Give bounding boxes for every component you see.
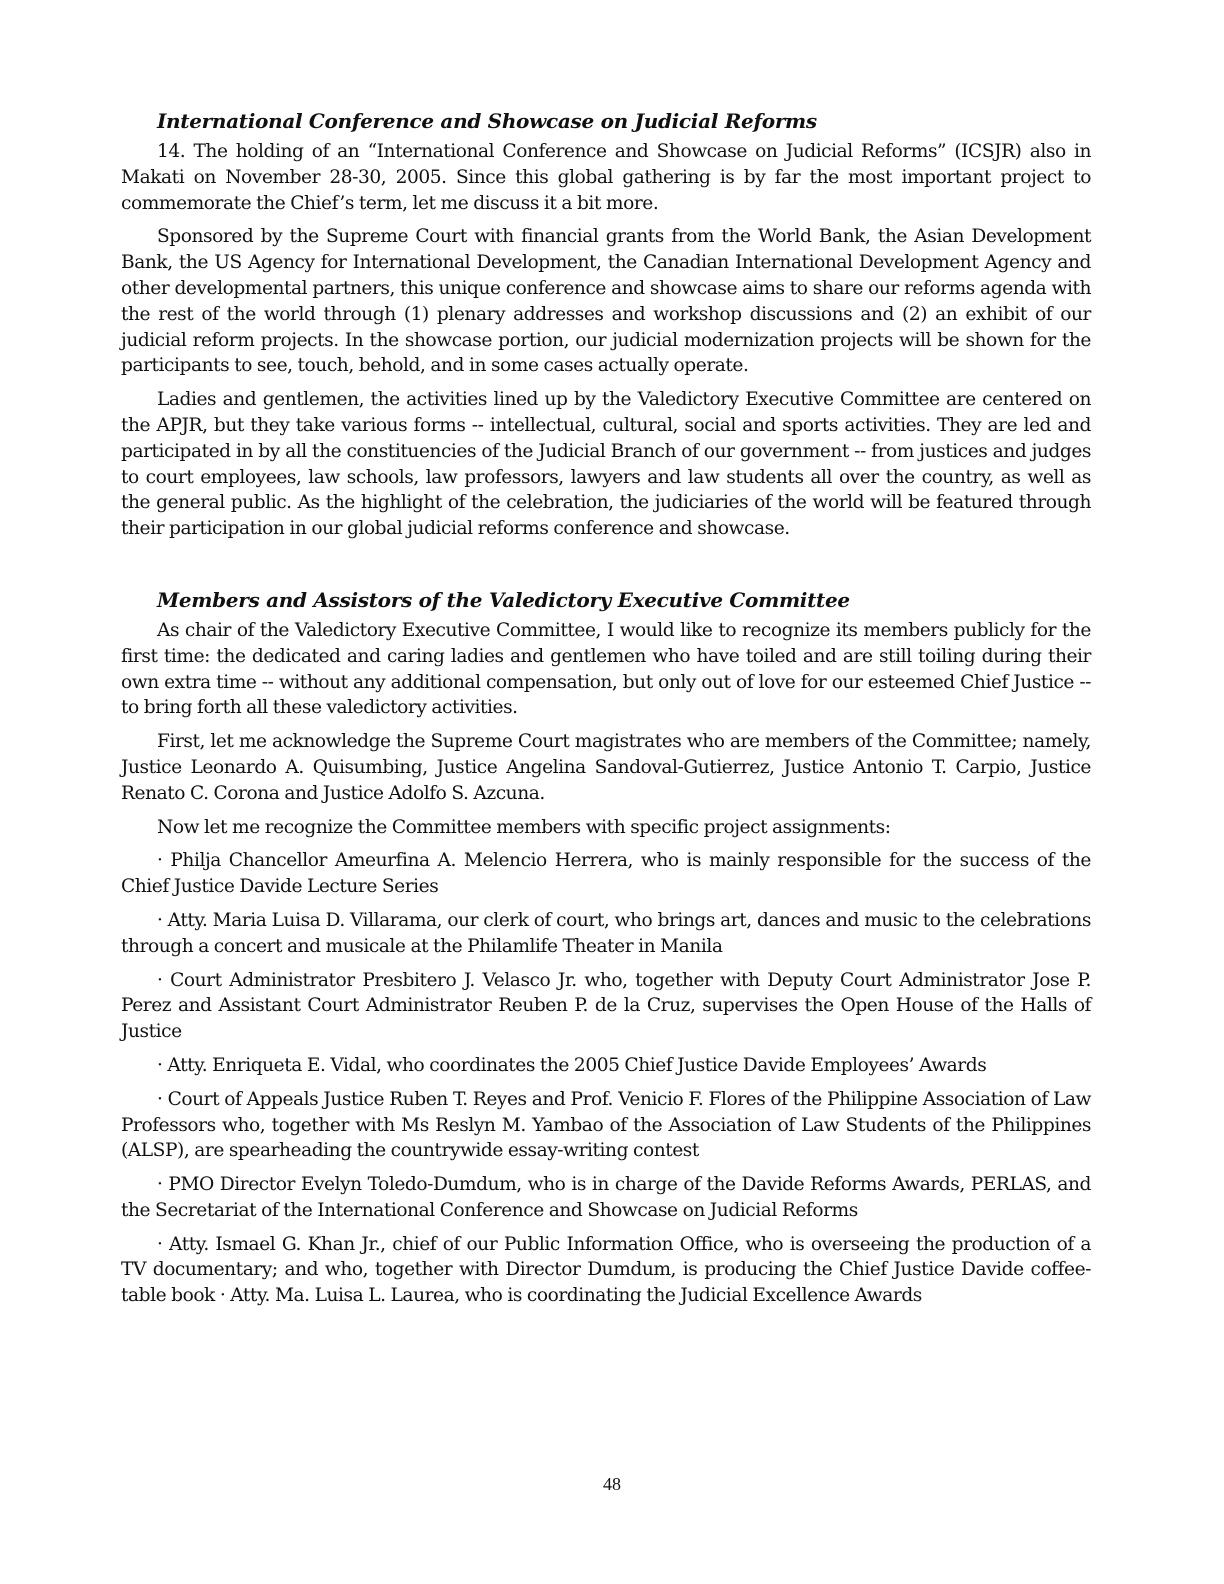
list-item-philja: · Philja Chancellor Ameurfina A. Melencio Herrera, who is mainly responsible for the success of the Chief Justice Davide Lecture Series [121,850,1091,898]
section-heading-members: Members and Assistors of the Valedictory Executive Committee [157,587,850,612]
list-item-court-administrator: · Court Administrator Presbitero J. Velasco Jr. who, together with Deputy Court Administrator Jose P. Perez and Assistant Court Administrator Reuben P. de la Cruz, supervises the Open House of the Halls of Justice [121,969,1091,1043]
list-item-employees-awards: · Atty. Enriqueta E. Vidal, who coordinates the 2005 Chief Justice Davide Employees’ Awards [157,1054,987,1076]
list-item-essay-contest: · Court of Appeals Justice Ruben T. Reyes and Prof. Venicio F. Flores of the Philippine Association of Law Professors who, together with Ms Reslyn M. Yambao of the Association of Law Students of the Philippines (ALSP), are spearheading the countrywide essay-writing contest [121,1088,1091,1162]
paragraph-chair-recognition: As chair of the Valedictory Executive Committee, I would like to recognize its members publicly for the first time: the dedicated and caring ladies and gentlemen who have toiled and are still toiling during their own extra time -- without any additional compensation, but only out of love for our esteemed Chief Justice -- to bring forth all these valedictory activities. [121,619,1091,719]
section-heading-conference: International Conference and Showcase on Judicial Reforms [157,109,817,133]
paragraph-magistrates: First, let me acknowledge the Supreme Court magistrates who are members of the Committee; namely, Justice Leonardo A. Quisumbing, Justice Angelina Sandoval-Gutierrez, Justice Antonio T. Carpio, Justice Renato C. Corona and Justice Adolfo S. Azcuna. [121,731,1091,804]
page-number: 48 [603,1474,621,1494]
list-item-pmo-director: · PMO Director Evelyn Toledo-Dumdum, who is in charge of the Davide Reforms Awards, PERLAS, and the Secretariat of the International Conference and Showcase on Judicial Reforms [121,1174,1091,1221]
list-item-public-information: · Atty. Ismael G. Khan Jr., chief of our Public Information Office, who is overseeing the production of a TV documentary; and who, together with Director Dumdum, is producing the Chief Justice Davide coffee-table book · Atty. Ma. Luisa L. Laurea, who is coordinating the Judicial Excellence Awards [121,1233,1091,1307]
document-page [121,108,1091,1317]
list-item-clerk-of-court: · Atty. Maria Luisa D. Villarama, our clerk of court, who brings art, dances and music to the celebrations through a concert and musicale at the Philamlife Theater in Manila [121,909,1091,957]
paragraph-icsjr-intro: 14. The holding of an “International Conference and Showcase on Judicial Reforms” (ICSJR) also in Makati on November 28-30, 2005. Since this global gathering is by far the most important project to commemorate the Chief’s term, let me discuss it a bit more. [121,141,1091,214]
paragraph-members-intro: Now let me recognize the Committee members with specific project assignments: [157,816,891,838]
paragraph-activities: Ladies and gentlemen, the activities lined up by the Valedictory Executive Committee are centered on the APJR, but they take various forms -- intellectual, cultural, social and sports activities. They are led and participated in by all the constituencies of the Judicial Branch of our government -- from justices and judges to court employees, law schools, law professors, lawyers and law students all over the country, as well as the general public. As the highlight of the celebration, the judiciaries of the world will be featured through their participation in our global judicial reforms conference and showcase. [121,389,1091,540]
paragraph-sponsors: Sponsored by the Supreme Court with financial grants from the World Bank, the Asian Development Bank, the US Agency for International Development, the Canadian International Development Agency and other developmental partners, this unique conference and showcase aims to share our reforms agenda with the rest of the world through (1) plenary addresses and workshop discussions and (2) an exhibit of our judicial reform projects. In the showcase portion, our judicial modernization projects will be shown for the participants to see, touch, behold, and in some cases actually operate. [121,226,1091,377]
section-spacer [121,550,1091,587]
